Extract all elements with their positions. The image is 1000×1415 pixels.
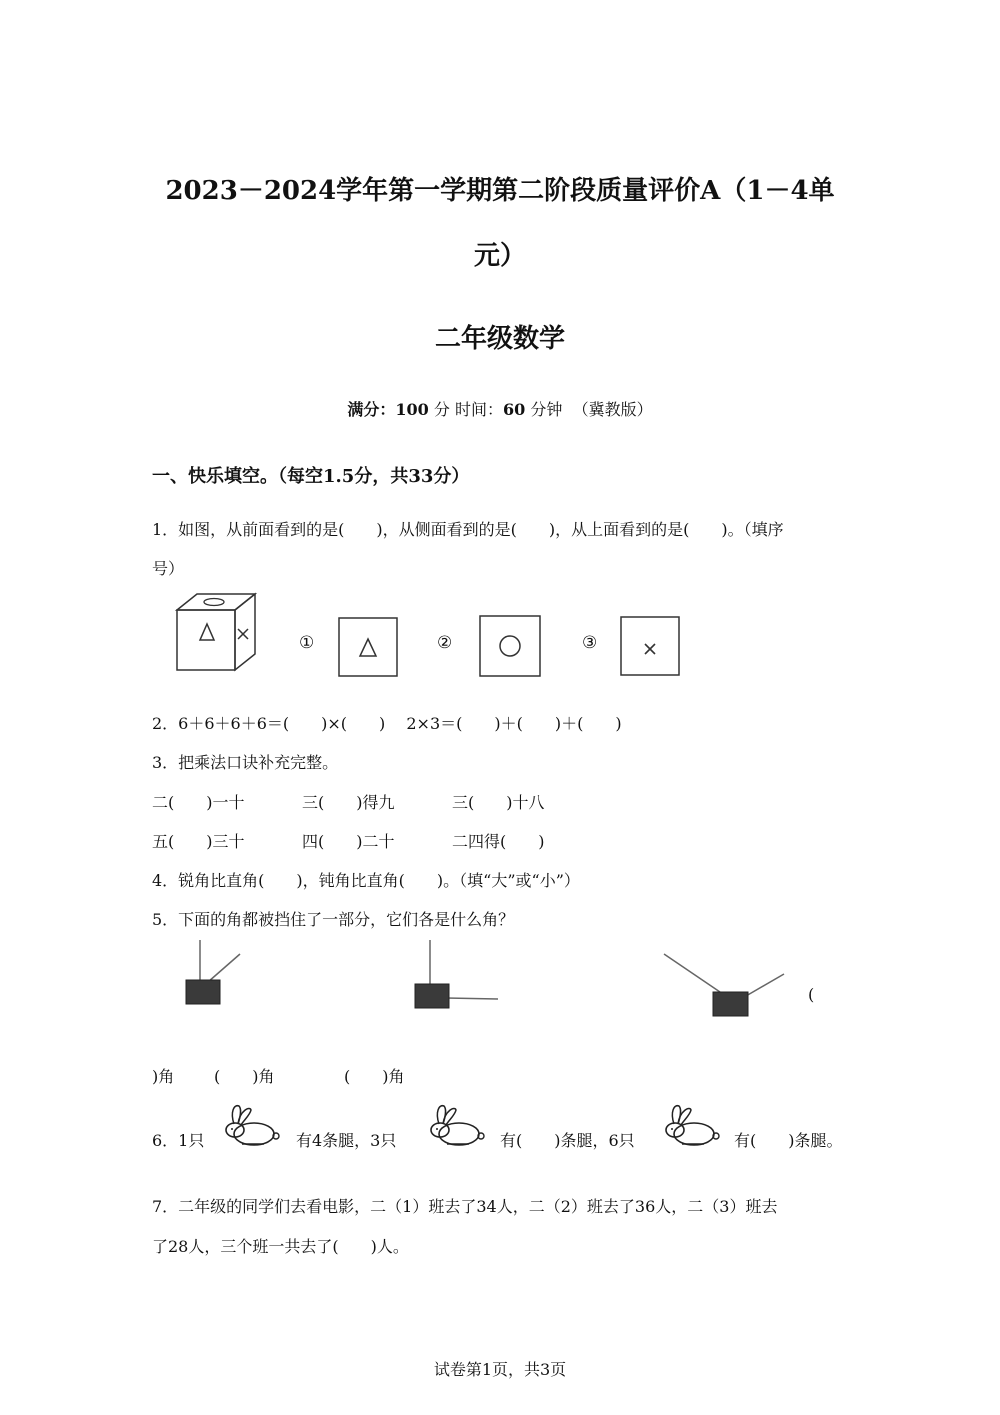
q5-answer-1: )角 [152, 1067, 175, 1086]
option-1-label: ① [299, 633, 315, 653]
q3-row1-item1: 二( )一十 [152, 793, 245, 812]
option-3-label: ③ [582, 633, 598, 653]
q3-row1-item3: 三( )十八 [452, 793, 545, 812]
q5-answer-3: ( )角 [344, 1067, 405, 1086]
hidden-angle-figure-2 [410, 938, 505, 1010]
q1-text-line1: 1．如图，从前面看到的是( )，从侧面看到的是( )，从上面看到的是( )。（填序 [152, 520, 784, 539]
time-label: 时间： [455, 400, 504, 419]
time-value: 60 [503, 400, 526, 419]
exam-title-line2: 元） [473, 241, 526, 271]
q1-text-line2: 号） [152, 559, 185, 578]
exam-subtitle: 二年级数学 [434, 324, 565, 354]
q3-row1-item2: 三( )得九 [302, 793, 395, 812]
circle-view-figure [479, 615, 543, 679]
edition: （冀教版） [572, 400, 653, 419]
q7-line2: 了28人，三个班一共去了( )人。 [152, 1237, 409, 1256]
q6-prefix: 6．1只 [152, 1131, 205, 1150]
q3-row2-item3: 二四得( ) [452, 832, 545, 851]
q7-line1: 7．二年级的同学们去看电影，二（1）班去了34人，二（2）班去了36人，二（3）班去 [152, 1197, 778, 1216]
q3-row2-item2: 四( )二十 [302, 832, 395, 851]
full-score-value: 100 [395, 400, 429, 419]
page-footer: 试卷第1页，共3页 [433, 1360, 567, 1379]
q5-trailing-paren: ( [808, 985, 815, 1004]
hidden-angle-figure-1 [180, 938, 250, 1010]
exam-info [0, 397, 1000, 420]
cross-view-figure [620, 616, 682, 678]
q2-text: 2．6＋6＋6＋6＝( )×( ) 2×3＝( )＋( )＋( ) [152, 714, 622, 733]
full-score-unit: 分 [433, 400, 450, 419]
q3-text: 3．把乘法口诀补充完整。 [152, 753, 339, 772]
option-2-label: ② [437, 633, 453, 653]
q6-mid2: 有( )条腿，6只 [500, 1131, 635, 1150]
q5-text: 5．下面的角都被挡住了一部分，它们各是什么角？ [152, 910, 515, 929]
rabbit-icon [220, 1100, 282, 1150]
triangle-view-figure [338, 617, 400, 679]
q6-mid1: 有4条腿，3只 [296, 1131, 397, 1150]
hidden-angle-figure-3 [660, 948, 790, 1020]
exam-title-line1: 2023－2024学年第一学期第二阶段质量评价A（1－4单 [165, 176, 835, 206]
q6-suffix: 有( )条腿。 [734, 1131, 843, 1150]
q4-text: 4．锐角比直角( )，钝角比直角( )。（填“大”或“小”） [152, 871, 580, 890]
rabbit-icon [660, 1100, 722, 1150]
rabbit-icon [425, 1100, 487, 1150]
time-unit: 分钟 [530, 400, 563, 419]
q5-answer-2: ( )角 [214, 1067, 275, 1086]
full-score-label: 满分： [347, 400, 396, 419]
cube-figure [170, 588, 270, 674]
section-heading: 一、快乐填空。（每空1.5分，共33分） [152, 466, 470, 487]
q3-row2-item1: 五( )三十 [152, 832, 245, 851]
